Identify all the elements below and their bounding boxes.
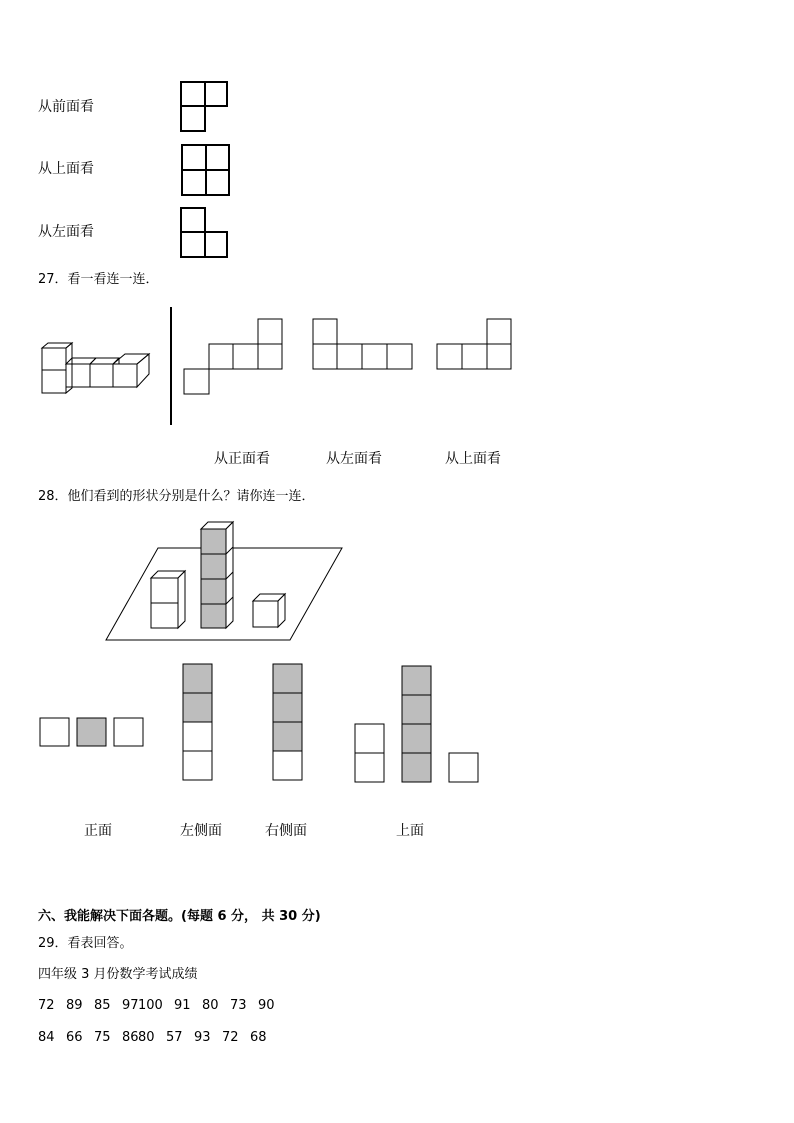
- score-cell: 73: [230, 998, 247, 1013]
- table-title: 四年级 3 月份数学考试成绩: [38, 967, 198, 982]
- score-cell: 72: [222, 1030, 239, 1045]
- q28-prompt: 28．他们看到的形状分别是什么？请你连一连．: [38, 489, 315, 504]
- q27-label-front: 从正面看: [214, 451, 270, 467]
- score-cell: 100: [138, 998, 163, 1013]
- q27-prompt: 27．看一看连一连．: [38, 272, 159, 287]
- q28-label-top: 上面: [396, 823, 424, 839]
- score-cell: 84: [38, 1030, 55, 1045]
- score-cell: 66: [66, 1030, 83, 1045]
- q28-label-left-side: 左侧面: [180, 823, 222, 839]
- q29-prompt: 29．看表回答。: [38, 936, 133, 951]
- score-cell: 86: [122, 1030, 139, 1045]
- q27-label-top: 从上面看: [445, 451, 501, 467]
- q26-top-view-figure: [182, 145, 229, 195]
- score-cell: 93: [194, 1030, 211, 1045]
- q26-front-view-figure: [181, 82, 227, 131]
- score-cell: 80: [202, 998, 219, 1013]
- q27-3d-solid: [42, 343, 149, 393]
- score-cell: 89: [66, 998, 83, 1013]
- score-cell: 68: [250, 1030, 267, 1045]
- q28-scene: [106, 522, 342, 640]
- score-cell: 91: [174, 998, 191, 1013]
- q28-stack-two: [151, 571, 185, 628]
- q28-view-col-a: [183, 664, 212, 780]
- q28-view-row: [40, 718, 143, 746]
- q28-view-col-b: [273, 664, 302, 780]
- q27-option-b: [313, 319, 412, 369]
- q26-left-view-figure: [181, 208, 227, 257]
- q28-label-front: 正面: [84, 823, 112, 839]
- score-cell: 90: [258, 998, 275, 1013]
- q28-view-combo: [355, 666, 478, 782]
- q28-stack-four: [201, 522, 233, 628]
- score-cell: 85: [94, 998, 111, 1013]
- q27-option-c: [437, 319, 511, 369]
- view-label-left: 从左面看: [38, 224, 94, 240]
- section6-heading: 六、我能解决下面各题。(每题 6 分， 共 30 分): [38, 909, 321, 924]
- score-cell: 57: [166, 1030, 183, 1045]
- score-cell: 75: [94, 1030, 111, 1045]
- score-cell: 80: [138, 1030, 155, 1045]
- view-label-front: 从前面看: [38, 99, 94, 115]
- q28-label-right-side: 右侧面: [265, 823, 307, 839]
- score-cell: 97: [122, 998, 139, 1013]
- view-label-top: 从上面看: [38, 161, 94, 177]
- q28-single-cube: [253, 594, 285, 627]
- q27-option-a: [184, 319, 282, 394]
- q27-label-left: 从左面看: [326, 451, 382, 467]
- score-cell: 72: [38, 998, 55, 1013]
